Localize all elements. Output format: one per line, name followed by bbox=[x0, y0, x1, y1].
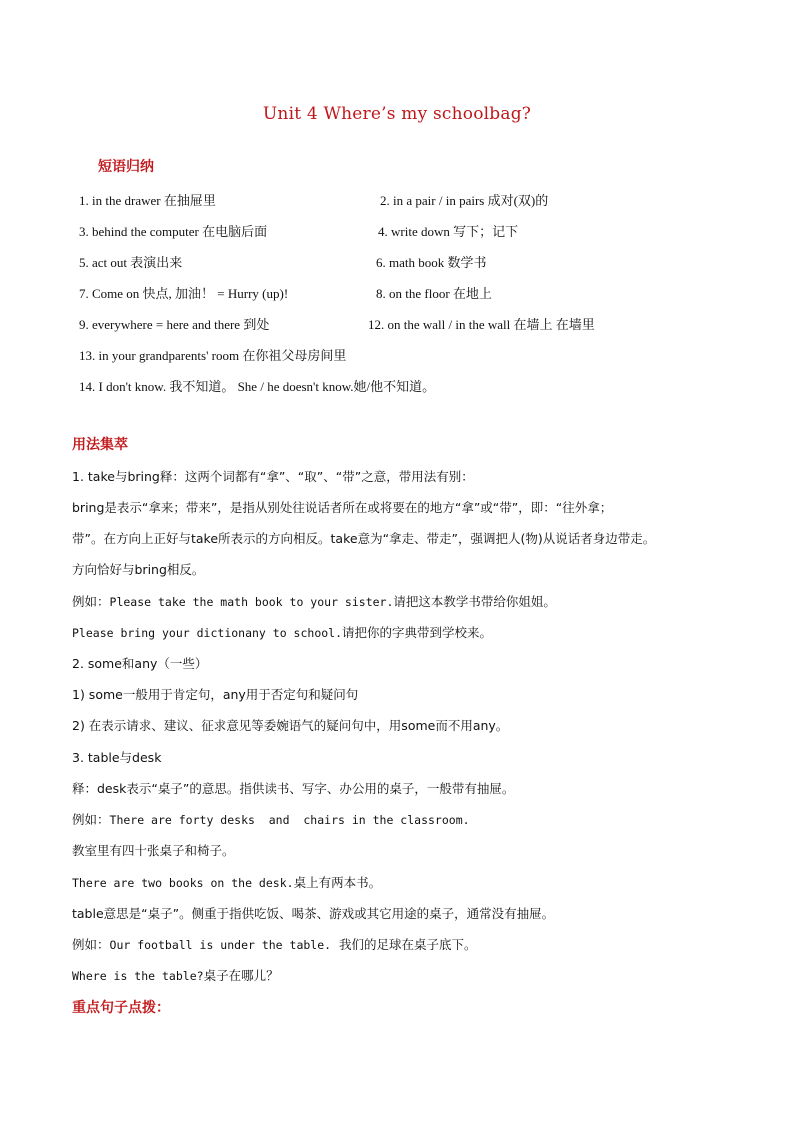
usage-text: 1) some一般用于肯定句，any用于否定句和疑问句 bbox=[72, 687, 359, 702]
example-english: Please take the math book to your sister. bbox=[109, 595, 394, 609]
phrase-item: 2. in a pair / in pairs 成对(双)的 bbox=[380, 193, 549, 208]
phrase-item: 3. behind the computer 在电脑后面 bbox=[79, 224, 268, 239]
example-sentence bbox=[72, 810, 470, 828]
example-english: Where is the table? bbox=[72, 969, 204, 983]
section-heading-usage: 用法集萃 bbox=[72, 437, 128, 453]
phrase-item: 13. in your grandparents' room 在你祖父母房间里 bbox=[79, 348, 347, 363]
usage-text: bring是表示“拿来；带来”，是指从别处往说话者所在或将要在的地方“拿”或“带”，即：“往外拿； bbox=[72, 500, 613, 515]
example-sentence bbox=[72, 935, 477, 953]
usage-item-heading: 1. take与bring释：这两个词都有“拿”、“取”、“带”之意，带用法有别： bbox=[72, 469, 474, 484]
example-sentence bbox=[72, 873, 381, 891]
example-chinese: 桌上有两本书。 bbox=[293, 875, 382, 890]
usage-item-heading: 2. some和any（一些） bbox=[72, 656, 208, 671]
phrase-item: 14. I don't know. 我不知道。 She / he doesn't know.她/他不知道。 bbox=[79, 379, 436, 394]
example-chinese: 我们的足球在桌子底下。 bbox=[331, 937, 477, 952]
example-prefix: 例如： bbox=[72, 937, 110, 952]
example-english: Our football is under the table. bbox=[109, 938, 332, 952]
example-chinese: 请把你的字典带到学校来。 bbox=[342, 625, 493, 640]
usage-text: table意思是“桌子”。侧重于指供吃饭、喝茶、游戏或其它用途的桌子，通常没有抽屉。 bbox=[72, 906, 555, 921]
page-title: Unit 4 Where’s my schoolbag? bbox=[262, 104, 532, 124]
phrase-item: 7. Come on 快点, 加油！ = Hurry (up)! bbox=[79, 286, 289, 301]
example-sentence bbox=[72, 592, 556, 610]
example-chinese: 桌子在哪儿？ bbox=[203, 968, 279, 983]
example-sentence bbox=[72, 623, 492, 641]
phrase-item: 12. on the wall / in the wall 在墙上 在墙里 bbox=[368, 317, 595, 332]
phrase-item: 1. in the drawer 在抽屉里 bbox=[79, 193, 216, 208]
usage-text: 方向恰好与bring相反。 bbox=[72, 562, 205, 577]
phrase-item: 8. on the floor 在地上 bbox=[376, 286, 492, 301]
example-chinese: 请把这本教学书带给你姐姐。 bbox=[393, 594, 556, 609]
example-translation: 教室里有四十张桌子和椅子。 bbox=[72, 843, 235, 858]
phrase-item: 4. write down 写下；记下 bbox=[378, 224, 519, 239]
example-english: Please bring your dictionany to school. bbox=[72, 626, 343, 640]
phrase-item: 9. everywhere = here and there 到处 bbox=[79, 317, 270, 332]
example-sentence bbox=[72, 966, 279, 984]
usage-text: 带”。在方向上正好与take所表示的方向相反。take意为“拿走、带走”，强调把人(物)从说话者身边带走。 bbox=[72, 531, 656, 546]
example-english: There are forty desks and chairs in the classroom. bbox=[109, 813, 470, 827]
example-prefix: 例如： bbox=[72, 594, 110, 609]
usage-text: 释：desk表示“桌子”的意思。指供读书、写字、办公用的桌子，一般带有抽屉。 bbox=[72, 781, 515, 796]
phrase-item: 6. math book 数学书 bbox=[376, 255, 487, 270]
phrase-item: 5. act out 表演出来 bbox=[79, 255, 183, 270]
usage-item-heading: 3. table与desk bbox=[72, 750, 162, 765]
section-heading-key-sentences: 重点句子点拨： bbox=[72, 1000, 170, 1016]
usage-text: 2) 在表示请求、建议、征求意见等委婉语气的疑问句中，用some而不用any。 bbox=[72, 718, 509, 733]
example-english: There are two books on the desk. bbox=[72, 876, 294, 890]
example-prefix: 例如： bbox=[72, 812, 110, 827]
section-heading-phrases: 短语归纳 bbox=[98, 159, 154, 175]
